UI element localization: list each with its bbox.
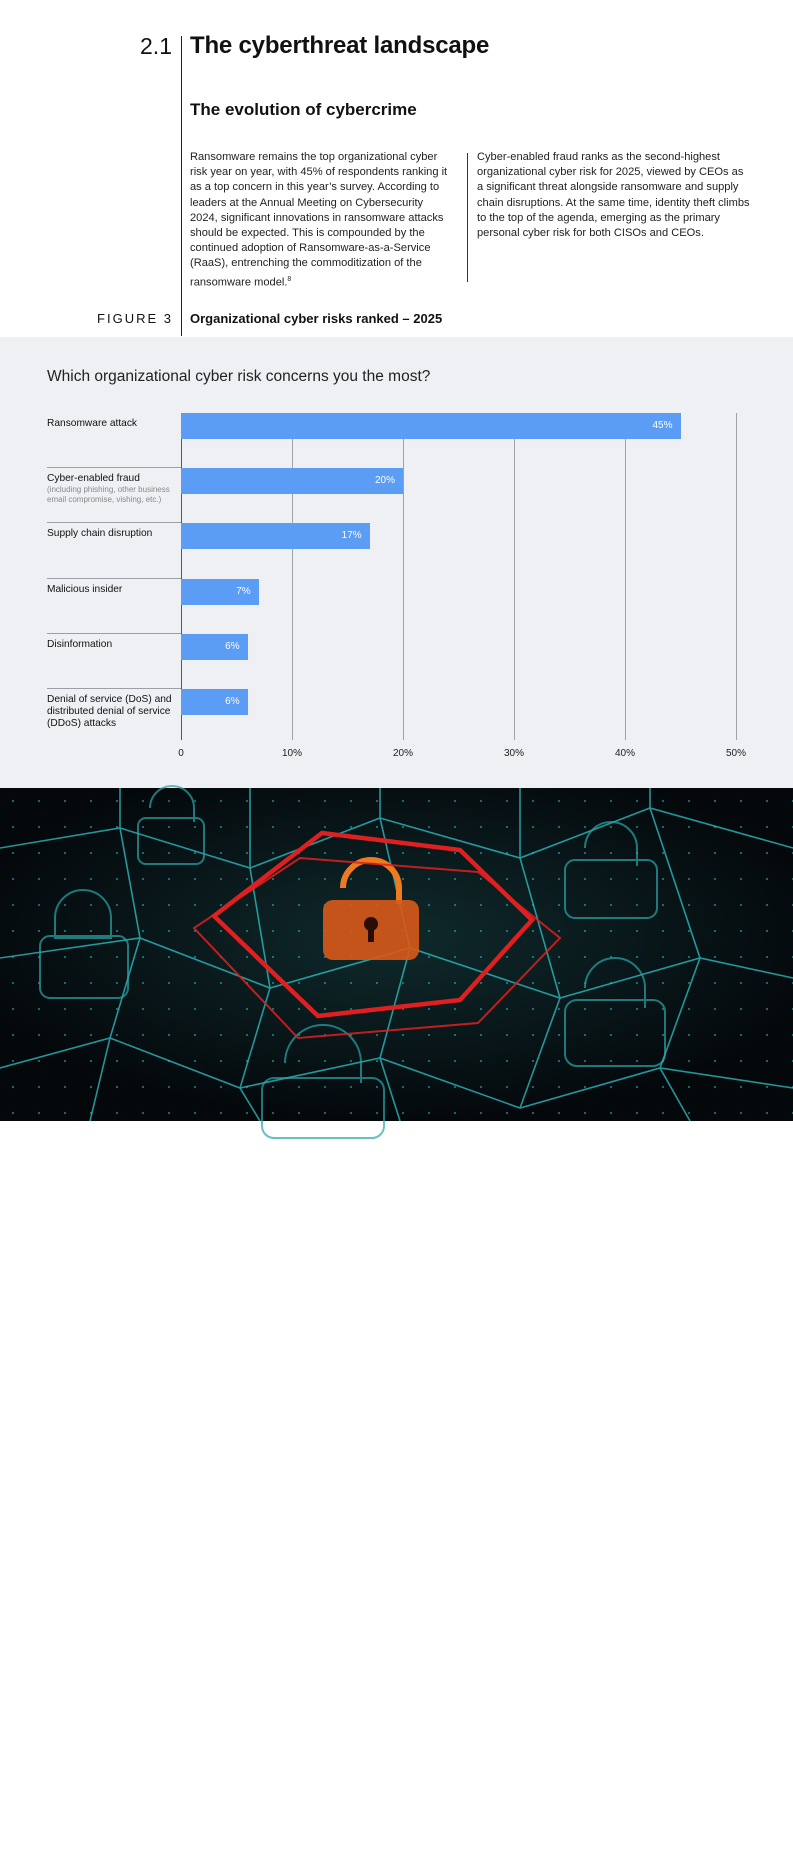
gridline-30 (514, 413, 515, 740)
x-tick-label: 30% (503, 748, 525, 759)
x-tick-label: 0 (178, 748, 184, 759)
category-label-text: Supply chain disruption (47, 528, 153, 540)
category-label (47, 473, 175, 505)
bar-value-label: 7% (236, 585, 251, 597)
padlock-network-illustration (0, 788, 793, 1121)
subsection-title: The evolution of cybercrime (190, 100, 417, 119)
category-separator (47, 578, 181, 579)
category-separator (47, 633, 181, 634)
gridline-10 (292, 413, 293, 740)
category-label-text: Ransomware attack (47, 418, 138, 429)
category-label-text: Disinformation (47, 638, 113, 650)
body-column-right: Cyber-enabled fraud ranks as the second-highest organizational cyber risk for 2025, viewed by CEOs as a significant threat alongside ransomware and supply chain disruptions. At the same time, identity theft climbs to the top of the agenda, emerging as the primary personal cyber risk for both CISOs and CEOs. (477, 151, 750, 240)
category-sublabel: (including phishing, other business email compromise, vishing, etc.) (47, 485, 170, 505)
x-tick-label: 40% (614, 748, 636, 759)
body-text-left: Ransomware remains the top organizational cyber risk year on year, with 45% of respondents ranking it as a top concern in this year’s survey. According to leaders at the Annual Meeting on Cybersecurity 2024, significant innovations in ransomware attacks should be expected. This is compounded by the continued adoption of Ransomware-as-a-Service (RaaS), entrenching the commoditization of the ransomware model. (190, 151, 448, 289)
chart-title: Which organizational cyber risk concerns you the most? (47, 368, 431, 385)
category-label-text: Malicious insider (47, 583, 123, 595)
category-label (47, 694, 175, 730)
footnote-marker: 8 (287, 275, 292, 283)
page-number: 12 (735, 1865, 746, 1876)
body-column-left (190, 150, 452, 291)
category-separator (47, 522, 181, 523)
padlock-network-image (0, 788, 793, 1876)
category-separator (47, 688, 181, 689)
bar (181, 413, 681, 439)
category-label-text: Denial of service (DoS) and distributed denial of service (DDoS) attacks (47, 694, 172, 729)
figure-title: Organizational cyber risks ranked – 2025 (190, 311, 443, 326)
bar-value-label: 17% (341, 530, 362, 542)
category-separator (47, 467, 181, 468)
gridline-40 (625, 413, 626, 740)
column-divider (467, 153, 468, 282)
bar (181, 634, 248, 660)
category-label (47, 418, 175, 430)
bar-value-label: 20% (374, 475, 395, 487)
page-footer (576, 1865, 746, 1876)
bar (181, 468, 403, 494)
publication-title: Global Cybersecurity Outlook 2025 (576, 1865, 724, 1876)
bar-value-label: 45% (652, 420, 673, 431)
section-title: The cyberthreat landscape (190, 32, 490, 59)
bar-value-label: 6% (225, 696, 240, 707)
section-number: 2.1 (140, 33, 172, 59)
bar (181, 579, 259, 605)
x-tick-label: 50% (725, 748, 747, 759)
x-tick-label: 20% (392, 748, 414, 759)
category-label-text: Cyber-enabled fraud (47, 473, 140, 485)
bar-value-label: 6% (225, 640, 240, 652)
category-label (47, 639, 175, 651)
category-label (47, 584, 175, 596)
category-label (47, 528, 175, 540)
gridline-20 (403, 413, 404, 740)
x-tick-label: 10% (281, 748, 303, 759)
section-divider-rule (181, 36, 182, 336)
bar (181, 523, 370, 549)
figure-label: FIGURE 3 (97, 311, 173, 326)
gridline-50 (736, 413, 737, 740)
bar (181, 689, 248, 715)
